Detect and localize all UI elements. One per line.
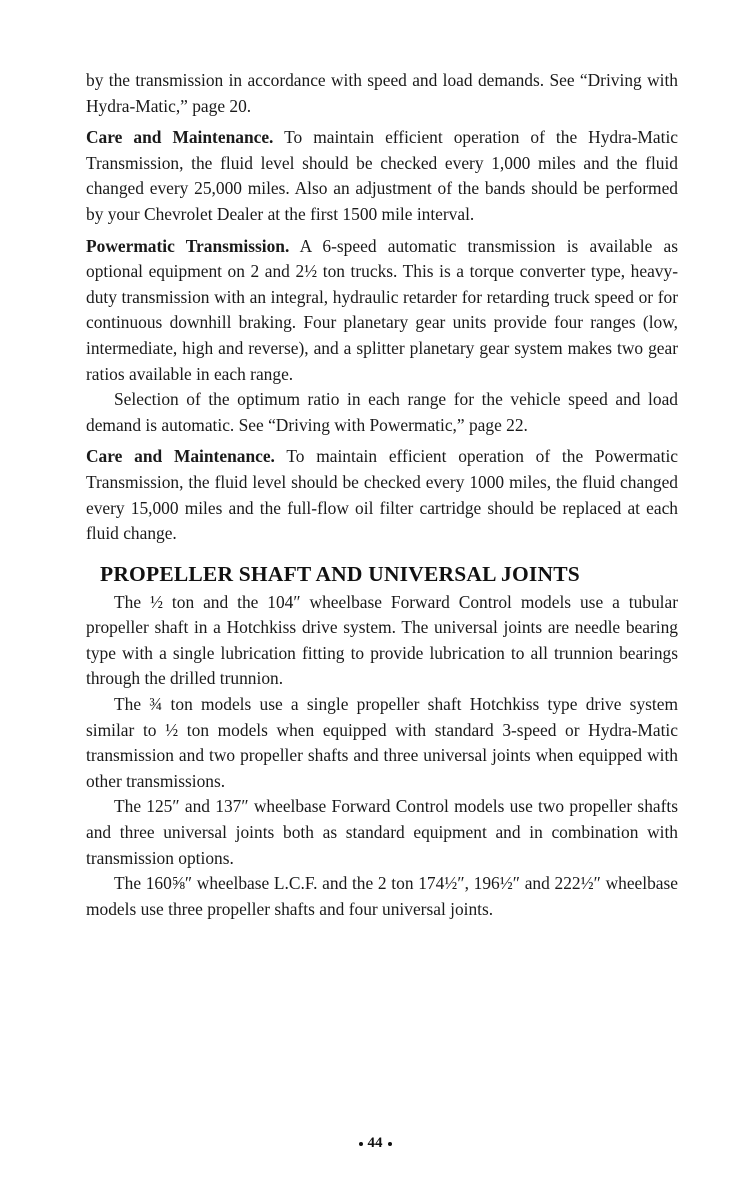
- propeller-paragraph: The 125″ and 137″ wheelbase Forward Control models use two propeller shafts and three universal joints both as standard equipment and in combination with transmission options.: [86, 796, 678, 868]
- page-number: 44: [367, 1135, 383, 1151]
- intro-paragraph: by the transmission in accordance with speed and load demands. See “Driving with Hydra-Matic,” page 20.: [86, 70, 678, 116]
- hydramatic-care-text: To maintain efficient operation of the Hydra-Matic Transmission, the fluid level should be checked every 1,000 miles and the fluid changed every 25,000 miles. Also an adjustment of the bands should be performed by your Chevrolet Dealer at the first 1500 mile interval.: [86, 127, 678, 224]
- section-title-propeller-shaft: PROPELLER SHAFT AND UNIVERSAL JOINTS: [100, 561, 580, 586]
- page-footer: [0, 1135, 750, 1152]
- powermatic-care-heading: Care and Maintenance.: [86, 446, 275, 467]
- powermatic-care-text: To maintain efficient operation of the Powermatic Transmission, the fluid level should be checked every 1000 miles, the fluid changed every 15,000 miles and the full-flow oil filter cartridge should be replaced at each fluid change.: [86, 446, 678, 544]
- powermatic-selection-paragraph: Selection of the optimum ratio in each range for the vehicle speed and load demand is automatic. See “Driving with Powermatic,” page 22.: [86, 389, 678, 435]
- powermatic-paragraph: [86, 234, 678, 388]
- hydramatic-care-heading: Care and Maintenance.: [86, 127, 274, 148]
- powermatic-heading: Powermatic Transmission.: [86, 235, 290, 256]
- bullet-icon: [359, 1142, 363, 1146]
- propeller-paragraph: The ¾ ton models use a single propeller shaft Hotchkiss type drive system similar to ½ ton models when equipped with standard 3-speed or Hydra-Matic transmission and two propeller shafts and three universal joints when equipped with other transmissions.: [86, 694, 678, 791]
- hydramatic-care-paragraph: [86, 125, 678, 227]
- propeller-paragraph: The ½ ton and the 104″ wheelbase Forward Control models use a tubular propeller shaft in a Hotchkiss drive system. The universal joints are needle bearing type with a single lubrication fitting to provide lubrication to all trunnion bearings through the drilled trunnion.: [86, 591, 678, 689]
- propeller-paragraph: The 160⅝″ wheelbase L.C.F. and the 2 ton 174½″, 196½″ and 222½″ wheelbase models use three propeller shafts and four universal joints.: [86, 873, 678, 919]
- powermatic-text: A 6-speed automatic transmission is available as optional equipment on 2 and 2½ ton trucks. This is a torque converter type, heavy-duty transmission with an integral, hydraulic retarder for retarding truck speed or for continuous downhill braking. Four planetary gear units provide four ranges (low, intermediate, high and reverse), and a splitter planetary gear system makes two gear ratios available in each range.: [86, 235, 678, 384]
- bullet-icon: [388, 1142, 392, 1146]
- manual-page: [86, 68, 678, 922]
- powermatic-care-paragraph: [86, 444, 678, 546]
